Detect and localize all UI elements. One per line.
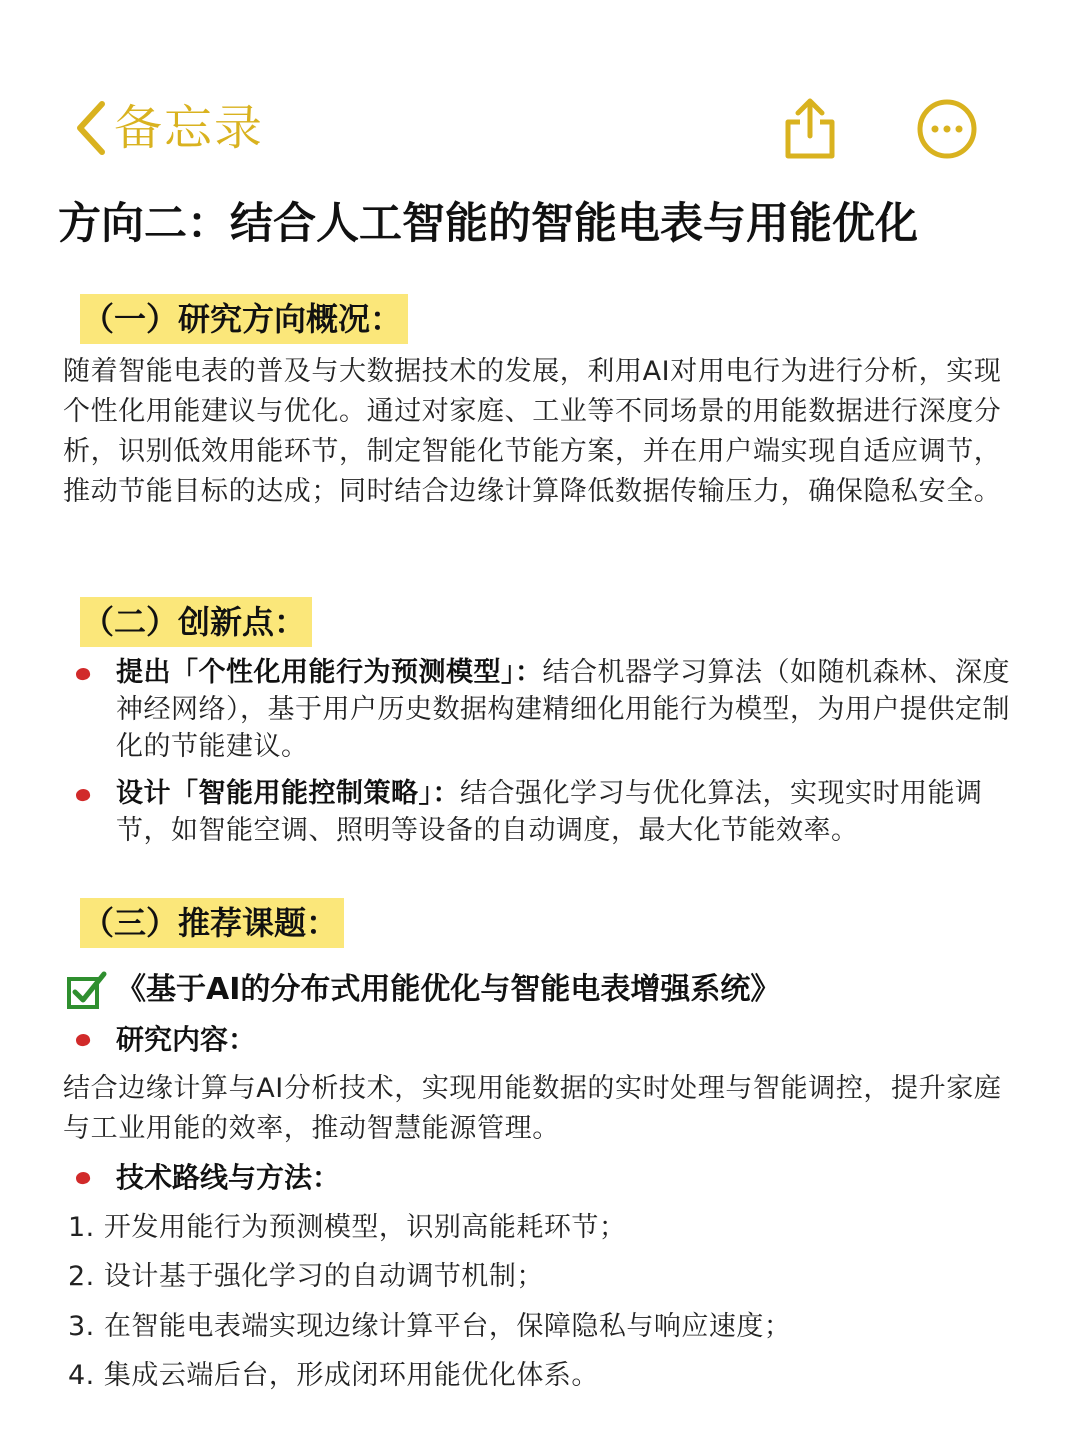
nav-bar bbox=[0, 0, 1080, 180]
bullet-icon bbox=[75, 667, 91, 682]
bullet-icon bbox=[75, 1171, 91, 1186]
research-paragraph: 结合边缘计算与AI分析技术，实现用能数据的实时处理与智能调控，提升家庭与工业用能的效率，推动智慧能源管理。 bbox=[63, 1073, 1002, 1144]
topic-title: 《基于AI的分布式用能优化与智能电表增强系统》 bbox=[116, 972, 781, 1007]
method-step-2: 2. 设计基于强化学习的自动调节机制； bbox=[68, 1261, 544, 1292]
list-item bbox=[76, 775, 1021, 849]
back-button[interactable] bbox=[72, 96, 264, 160]
share-icon bbox=[780, 96, 840, 162]
innovation-item-lead: 设计「智能用能控制策略」： bbox=[116, 778, 460, 809]
innovation-item-text: 结合机器学习算法（如随机森林、深度神经网络），基于用户历史数据构建精细化用能行为模型，为用户提供定制化的节能建议。 bbox=[116, 657, 1010, 762]
innovation-item-1 bbox=[116, 654, 1021, 765]
chevron-left-icon bbox=[72, 98, 108, 158]
innovation-item-2 bbox=[116, 775, 1021, 849]
method-step-4: 4. 集成云端后台，形成闭环用能优化体系。 bbox=[68, 1360, 599, 1391]
note-title: 方向二：结合人工智能的智能电表与用能优化 bbox=[58, 199, 918, 249]
innovation-item-lead: 提出「个性化用能行为预测模型」： bbox=[116, 657, 543, 688]
method-label-row bbox=[76, 1158, 340, 1198]
recommended-topic bbox=[66, 966, 780, 1014]
more-icon bbox=[916, 98, 978, 160]
innovation-item-text: 结合强化学习与优化算法，实现实时用能调节，如智能空调、照明等设备的自动调度，最大化节能效率。 bbox=[116, 778, 983, 846]
method-step-1: 1. 开发用能行为预测模型，识别高能耗环节； bbox=[68, 1212, 627, 1243]
bullet-icon bbox=[75, 1033, 91, 1048]
share-button[interactable] bbox=[780, 96, 840, 162]
section-heading-innovation: （二）创新点： bbox=[80, 597, 312, 647]
method-step-3: 3. 在智能电表端实现边缘计算平台，保障隐私与响应速度； bbox=[68, 1311, 792, 1342]
list-item bbox=[76, 654, 1021, 765]
section-heading-topics: （三）推荐课题： bbox=[80, 898, 344, 948]
more-button[interactable] bbox=[916, 98, 978, 160]
section-heading-overview: （一）研究方向概况： bbox=[80, 294, 408, 344]
bullet-icon bbox=[75, 788, 91, 803]
research-label: 研究内容： bbox=[116, 1023, 257, 1056]
research-label-row bbox=[76, 1020, 256, 1060]
method-label: 技术路线与方法： bbox=[116, 1161, 341, 1194]
checkbox-checked-icon[interactable] bbox=[66, 970, 108, 1010]
overview-paragraph: 随着智能电表的普及与大数据技术的发展，利用AI对用电行为进行分析，实现个性化用能建议与优化。通过对家庭、工业等不同场景的用能数据进行深度分析，识别低效用能环节，制定智能化节能方案，并在用户端实现自适应调节，推动节能目标的达成；同时结合边缘计算降低数据传输压力，确保隐私安全。 bbox=[63, 356, 1002, 507]
back-label: 备忘录 bbox=[114, 100, 265, 156]
